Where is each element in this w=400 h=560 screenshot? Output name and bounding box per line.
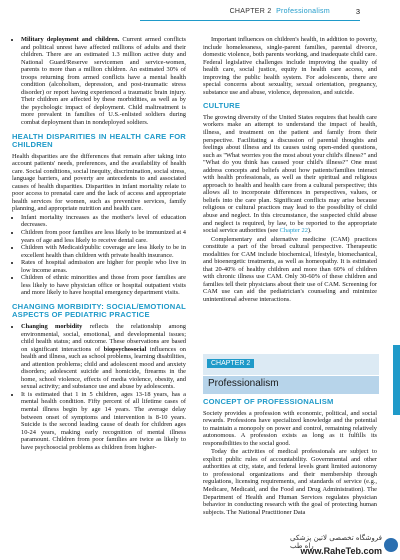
paragraph-text: The growing diversity of the United States requires that health care workers make an attempt to understand the impact of health, illness, and treatment on the patient and family from their perspective. Facilitating a discussion of parental thoughts and feelings about illness and its causes using open-ended questions, such as "What worries you the most about your child's illness?" and "What do you think has caused your child's illness?" One must address concepts and beliefs about how patients/families interact with health professionals, as well as their spiritual and religious approach to health and health care from a cultural perspective; this allows all to incorporate differences in perspectives, values, or beliefs into the care plan. Significant conflicts may arise because religious or cultural practices may lead to the possibility of child abuse and neglect. In this circumstance, the suspected child abuse and neglect is required, by law, to be reported to the appropriate social service authorities (see bbox=[203, 113, 377, 235]
bullet-text: influences on health and illness, such as school problems, learning disabilities, and attention problems; child and adolescent mood and anxiety disorders; adolescent suicide and homicide, firearms in the home, school violence, effects of media violence, obesity, and sexual activity; and substance use and abuse by adolescents. bbox=[21, 345, 186, 391]
chapter-opener-band bbox=[203, 354, 379, 375]
list-item: • Children from poor families are less likely to be immunized at 4 years of age and less likely to receive dental care. bbox=[21, 229, 186, 244]
morbidity-bullet-list bbox=[12, 323, 186, 451]
bullet-lead: Changing morbidity bbox=[21, 322, 83, 330]
list-item: • Children with Medicaid/public coverage are less likely to be in excellent health than children with private health insurance. bbox=[21, 244, 186, 259]
list-item bbox=[21, 323, 186, 391]
watermark-footer bbox=[290, 532, 400, 560]
paragraph bbox=[203, 114, 377, 235]
chapter-opener-title: Professionalism bbox=[208, 378, 279, 389]
paragraph: Health disparities are the differences that remain after taking into account patients' needs, preferences, and the availability of health care. Social conditions, social inequity, discrimination, social stress, language barriers, and poverty are antecedents to and associated causes of health disparities. Disparities in infant mortality relate to poor access to prenatal care and the lack of access and appropriate health services for women, such as preventive services, family planning, and appropriate nutrition and health care. bbox=[12, 152, 186, 213]
watermark-url: www.RaheTeb.com bbox=[300, 546, 382, 556]
paragraph: Society provides a profession with economic, political, and social rewards. Professions have specialized knowledge and the potential to maintain a monopoly on power and control, remaining relatively autonomous. A profession exists as long as it fulfills its responsibilities to the social good. bbox=[203, 409, 377, 447]
bullet-text: Current armed conflicts and political unrest have affected millions of adults and their children. There are an estimated 1.3 million active duty and National Guard/Reserve servicemen and service-women, parents to more than a million children. An estimated 30% of troops returning from armed conflicts have a mental health condition (alcoholism, depression, and post-traumatic stress disorder) or report having experienced a traumatic brain injury. Their children are affected by these morbidities, as well as by the psychologic impact of deployment. Child maltreatment is more prevalent in families of U.S.-enlisted soldiers during combat deployment than in nondeployed soldiers. bbox=[21, 36, 186, 127]
bullet-bold-term: biopsychosocial bbox=[103, 345, 147, 353]
header-rule bbox=[140, 20, 360, 21]
section-heading-culture: CULTURE bbox=[203, 101, 241, 111]
list-item: • It is estimated that 1 in 5 children, ages 13-18 years, has a mental health condition. Fifty percent of all lifetime cases of mental illness begin by age 14 years. The average delay between onset of symptoms and intervention is 8-10 years. Suicide is the second leading cause of death for children ages 10-24 years, making early recognition of mental illness paramount. Children from poor families are twice as likely to have psychosocial problems as children from higher- bbox=[21, 391, 186, 451]
paragraph: Important influences on children's health, in addition to poverty, include homelessness, single-parent families, parental divorce, domestic violence, both parents working, and inadequate child care. Federal legislative challenges include improving the quality of health care, social justice, equity in health care access, and improving the public health system. For adolescents, there are special concerns about sexuality, sexual orientation, pregnancy, substance use and abuse, violence, depression, and suicide. bbox=[203, 36, 377, 96]
right-column bbox=[203, 36, 377, 305]
chapter-opener-label: CHAPTER 2 bbox=[207, 359, 254, 368]
running-header bbox=[0, 0, 400, 26]
right-column-lower bbox=[203, 398, 377, 517]
watermark-persian-text: فروشگاه تخصصی لاتین پزشکی راه طب bbox=[290, 534, 382, 550]
chapter-label: CHAPTER 2 bbox=[229, 8, 272, 15]
military-bullet-list bbox=[12, 36, 186, 127]
chapter-opener-title-band bbox=[203, 376, 379, 394]
paragraph: Today the activities of medical professionals are subject to explicit public rules of accountability. Governmental and other authorities at city, state, and federal levels grant limited autonomy to professional organizations and their membership through regulations, licensing requirements, and standards of service (e.g., Medicare, Medicaid, and the Food and Drug Administration). The Department of Health and Human Services regulates physician behavior in conducting research with the goal of protecting human subjects. The National Practitioner Data bbox=[203, 448, 377, 516]
disparities-bullet-list bbox=[12, 214, 186, 297]
chapter-cross-reference-link[interactable]: Chapter 22 bbox=[279, 227, 308, 235]
section-heading-health-disparities: HEALTH DISPARITIES IN HEALTH CARE FOR CHILDREN bbox=[12, 131, 186, 150]
list-item bbox=[21, 36, 186, 127]
section-heading-changing-morbidity: CHANGING MORBIDITY: SOCIAL/EMOTIONAL ASPECTS OF PEDIATRIC PRACTICE bbox=[12, 301, 186, 320]
paragraph: Complementary and alternative medicine (CAM) practices constitute a part of the broad cultural perspective. Therapeutic modalities for CAM include biochemical, lifestyle, biomechanical, and bioenergetic treatments, as well as homeopathy. It is estimated that 20-40% of healthy children and more than 60% of children with chronic illness use CAM. Only 30-60% of these children and families tell their physicians about their use of CAM. Screening for CAM use can aid the pediatrician's counseling and minimize unintentional adverse interactions. bbox=[203, 235, 377, 303]
watermark-logo-icon bbox=[384, 538, 398, 552]
left-column bbox=[12, 36, 186, 451]
paragraph-text: ). bbox=[307, 227, 312, 235]
list-item: • Children of ethnic minorities and those from poor families are less likely to have physician office or hospital outpatient visits and more likely to have hospital emergency department visits. bbox=[21, 274, 186, 297]
chapter-thumb-tab bbox=[393, 345, 400, 415]
bullet-text: reflects the relationship among environmental, social, emotional, and developmental issues; child health status; and outcome. These observations are based on significant interactions of bbox=[21, 322, 186, 353]
running-header-chapter bbox=[230, 8, 330, 15]
section-heading-concept-professionalism: CONCEPT OF PROFESSIONALISM bbox=[203, 397, 334, 406]
page-number: 3 bbox=[355, 7, 360, 16]
bullet-lead: Military deployment and children. bbox=[21, 36, 120, 43]
list-item: • Rates of hospital admission are higher for people who live in low income areas. bbox=[21, 259, 186, 274]
chapter-title: Professionalism bbox=[276, 8, 330, 15]
side-thumb-index bbox=[384, 0, 400, 560]
list-item: • Infant mortality increases as the mother's level of education decreases. bbox=[21, 214, 186, 229]
